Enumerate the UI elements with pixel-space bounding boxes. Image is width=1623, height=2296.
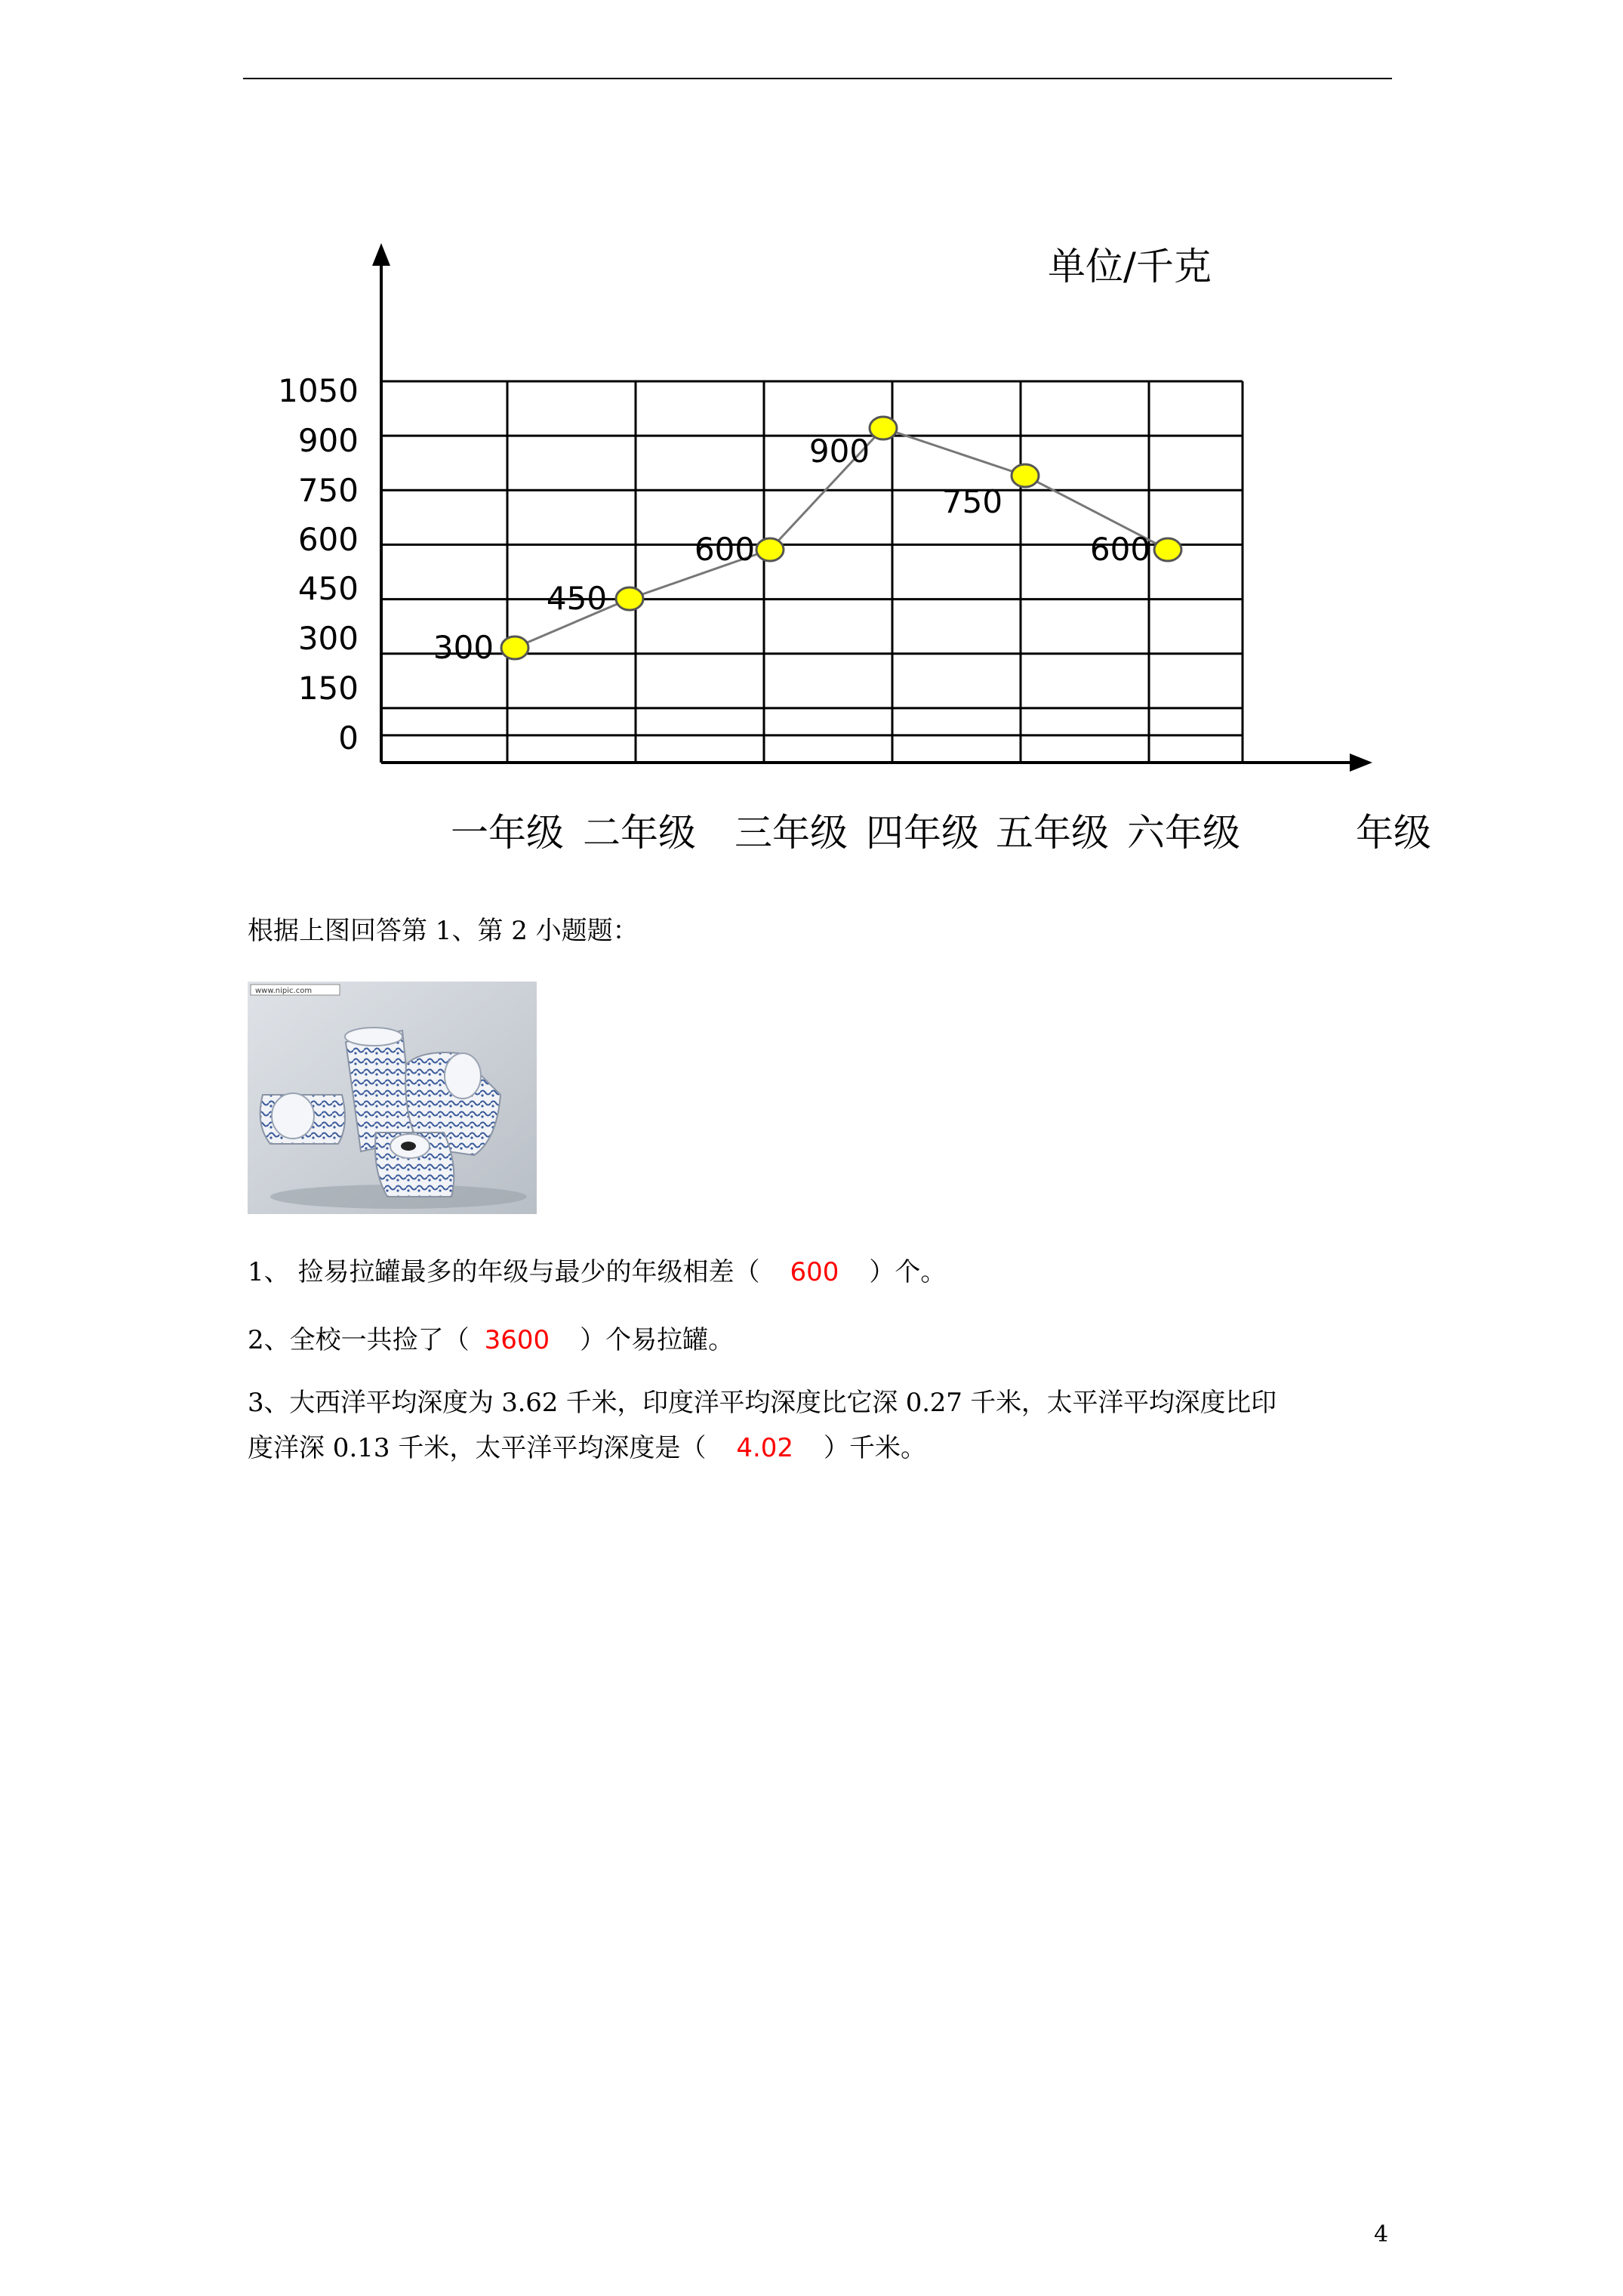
data-point: [501, 636, 528, 659]
crushed-cans-photo: [248, 982, 537, 1214]
data-point: [1154, 538, 1181, 561]
data-labels: [433, 433, 1150, 666]
photo-watermark: www.nipic.com: [255, 987, 313, 995]
y-tick-label: 300: [297, 620, 359, 657]
q3-line-2: [248, 1425, 1277, 1471]
data-point: [1012, 464, 1039, 487]
intro-text: [248, 908, 639, 954]
y-tick-label: 750: [297, 472, 359, 509]
data-point: [616, 587, 643, 610]
x-axis-label: 年级: [1356, 811, 1431, 855]
x-tick-label: 二年级: [583, 811, 696, 855]
x-axis-arrow: [1350, 754, 1372, 772]
y-tick-label: 0: [338, 720, 359, 757]
q3-line-1: 3、大西洋平均深度为 3.62 千米，印度洋平均深度比它深 0.27 千米，太平洋平均深度比印: [248, 1388, 1277, 1418]
y-tick-label: 900: [297, 422, 359, 459]
data-label: 750: [941, 483, 1003, 520]
q3-answer: 4.02: [736, 1433, 794, 1463]
question-1: [248, 1250, 946, 1295]
q2-prefix: 2、全校一共捡了（: [248, 1325, 470, 1355]
x-tick-labels: [451, 811, 1240, 855]
y-tick-label: 1050: [278, 372, 359, 409]
data-label: 300: [433, 629, 494, 666]
page-number: 4: [1374, 2221, 1389, 2248]
q3-suffix: ）千米。: [824, 1433, 927, 1463]
q2-answer: 3600: [484, 1325, 550, 1355]
y-axis-arrow: [372, 243, 390, 266]
x-tick-label: 五年级: [996, 811, 1109, 855]
data-point: [870, 417, 897, 439]
chart-axes: [372, 243, 1372, 772]
data-label: 600: [694, 531, 756, 568]
q1-suffix: ）个。: [869, 1257, 947, 1287]
data-label: 450: [546, 580, 608, 617]
x-tick-label: 六年级: [1127, 811, 1240, 855]
q1-prefix: 1、 捡易拉罐最多的年级与最少的年级相差（: [248, 1257, 760, 1287]
question-2: [248, 1318, 734, 1363]
q3-prefix: 度洋深 0.13 千米，太平洋平均深度是（: [248, 1433, 707, 1463]
data-label: 600: [1089, 531, 1151, 568]
x-tick-label: 三年级: [735, 811, 848, 855]
y-tick-label: 150: [297, 670, 359, 707]
q1-answer: 600: [790, 1257, 839, 1287]
q2-suffix: ）个易拉罐。: [580, 1325, 735, 1355]
y-tick-labels: [278, 372, 359, 757]
intro-label: 根据上图回答第 1、第 2 小题题：: [248, 916, 639, 946]
y-tick-label: 450: [297, 570, 359, 607]
y-tick-label: 600: [297, 521, 359, 558]
line-chart: [0, 0, 1623, 891]
data-label: 900: [808, 433, 870, 470]
x-tick-label: 四年级: [866, 811, 979, 855]
x-tick-label: 一年级: [451, 811, 564, 855]
unit-label: 单位/千克: [1048, 245, 1212, 288]
data-point: [756, 538, 784, 561]
question-3: [248, 1380, 1277, 1471]
